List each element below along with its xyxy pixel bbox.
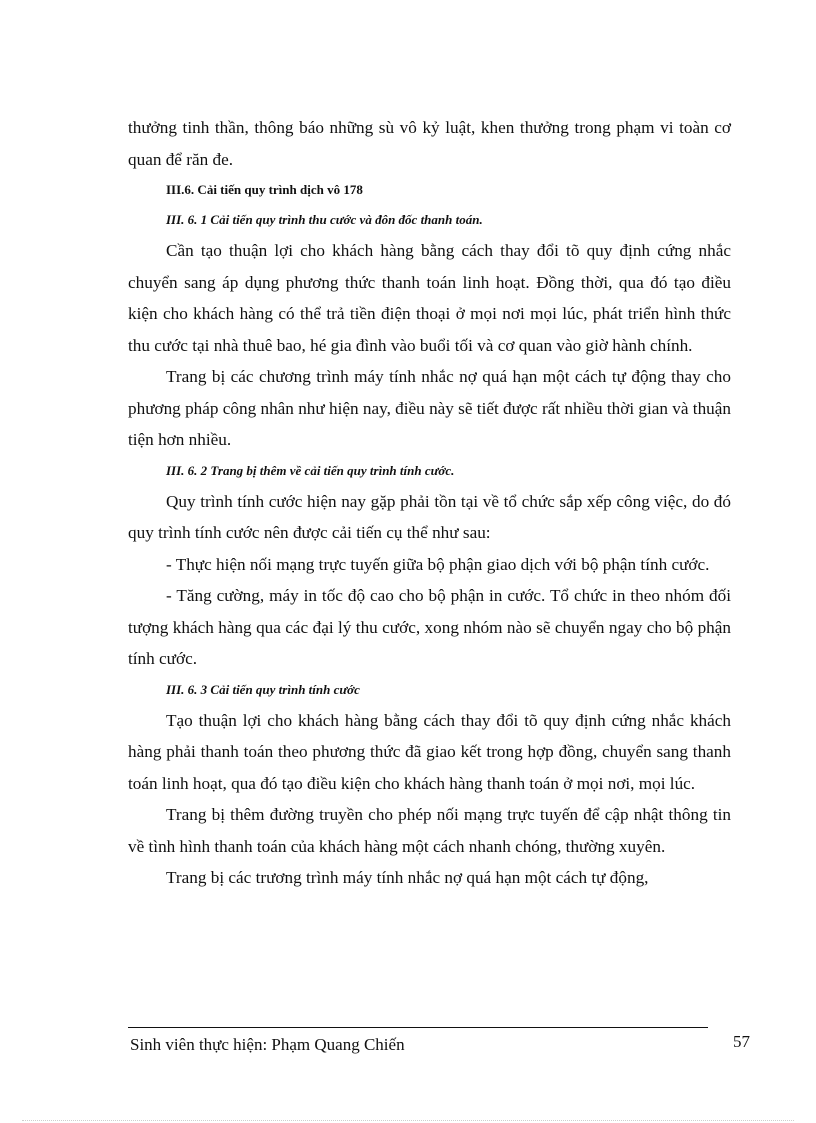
subsection-heading-1: III. 6. 1 Cải tiến quy trình thu cước và đôn đốc thanh toán. [166, 212, 483, 227]
list-item-2: - Tăng cường, máy in tốc độ cao cho bộ phận in cước. Tổ chức in theo nhóm đối tượng khách hàng qua các đại lý thu cước, xong nhóm nào sẽ chuyển ngay cho bộ phận tính cước. [128, 586, 731, 668]
paragraph-7: Tạo thuận lợi cho khách hàng bằng cách thay đổi tõ quy định cứng nhắc khách hàng phải thanh toán theo phương thức đã giao kết trong hợp đồng, chuyển sang thanh toán linh hoạt, qua đó tạo điều kiện cho khách hàng thanh toán ở mọi nơi, mọi lúc. [128, 710, 731, 793]
paragraph-3: Trang bị các chương trình máy tính nhắc nợ quá hạn một cách tự động thay cho phương pháp công nhân như hiện nay, điều này sẽ tiết được rất nhiều thời gian và thuận tiện hơn nhiều. [128, 367, 731, 449]
paragraph-8: Trang bị thêm đường truyền cho phép nối mạng trực tuyến để cập nhật thông tin về tình hình thanh toán của khách hàng một cách nhanh chóng, thường xuyên. [128, 805, 731, 856]
footer-divider [128, 1027, 708, 1028]
paragraph-2: Cần tạo thuận lợi cho khách hàng bằng cách thay đổi tõ quy định cứng nhắc chuyển sang áp dụng phương thức thanh toán linh hoạt. Đồng thời, qua đó tạo điều kiện cho khách hàng có thể trả tiền điện thoại ở mọi nơi mọi lúc, phát triển hình thức thu cước tại nhà thuê bao, hé gia đình vào buổi tối và cơ quan vào giờ hành chính. [128, 241, 731, 355]
page-number: 57 [733, 1032, 750, 1051]
section-heading: III.6. Cải tiến quy trình dịch vô 178 [166, 182, 363, 197]
paragraph-1: thưởng tinh thần, thông báo những sù vô kỷ luật, khen thưởng trong phạm vi toàn cơ quan để răn đe. [128, 118, 731, 169]
list-item-1: - Thực hiện nối mạng trực tuyến giữa bộ phận giao dịch với bộ phận tính cước. [166, 554, 710, 574]
paragraph-9: Trang bị các trương trình máy tính nhắc nợ quá hạn một cách tự động, [166, 868, 649, 887]
footer-author: Sinh viên thực hiện: Phạm Quang Chiến [130, 1035, 405, 1054]
subsection-heading-2: III. 6. 2 Trang bị thêm về cải tiến quy trình tính cước. [166, 462, 455, 478]
subsection-heading-3: III. 6. 3 Cải tiến quy trình tính cước [166, 681, 360, 697]
paragraph-4: Quy trình tính cước hiện nay gặp phải tồn tại về tổ chức sắp xếp công việc, do đó quy trình tính cước nên được cải tiến cụ thể như sau: [128, 491, 731, 542]
page-body [128, 112, 731, 894]
page-bottom-edge [22, 1120, 794, 1121]
